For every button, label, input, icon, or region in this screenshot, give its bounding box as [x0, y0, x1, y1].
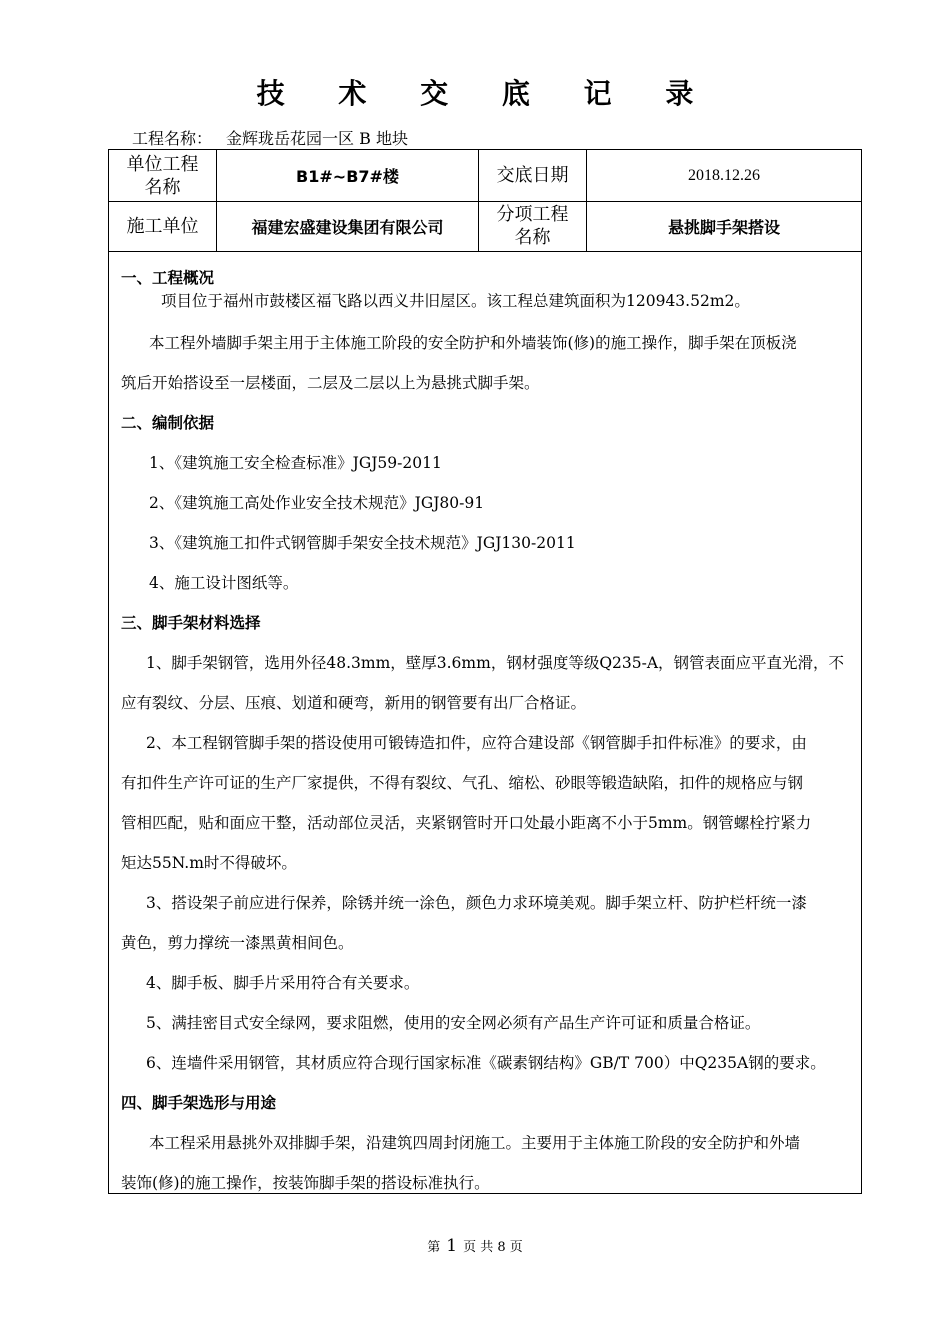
- footer-middle: 页 共: [463, 1240, 494, 1255]
- section-4-paragraph: 本工程采用悬挑外双排脚手架，沿建筑四周封闭施工。主要用于主体施工阶段的安全防护和外墙: [149, 1134, 801, 1152]
- material-item-3-cont: 黄色，剪力撑统一漆黑黄相间色。: [121, 934, 354, 952]
- material-item-2-cont-2: 管相匹配，贴和面应干整，活动部位灵活，夹紧钢管时开口处最小距离不小于5mm。钢管螺栓拧紧力: [121, 814, 812, 832]
- unit-label-cell: [109, 150, 217, 201]
- section-4-paragraph-cont: 装饰(修)的施工操作，按装饰脚手架的搭设标准执行。: [121, 1174, 490, 1192]
- record-table: [108, 149, 862, 1194]
- material-item-2-cont-3: 矩达55N.m时不得破坏。: [121, 854, 297, 872]
- total-page-number: 8: [497, 1240, 506, 1255]
- project-name-line: [132, 126, 408, 149]
- unit-value: B1#~B7#楼: [296, 167, 399, 186]
- reference-item-4: 4、施工设计图纸等。: [149, 574, 299, 592]
- reference-item-3: 3、《建筑施工扣件式钢管脚手架安全技术规范》JGJ130-2011: [149, 534, 576, 552]
- project-name-value: 金辉珑岳花园一区 B 地块: [226, 129, 408, 148]
- contractor-value: 福建宏盛建设集团有限公司: [251, 217, 444, 237]
- unit-value-cell: [217, 150, 479, 201]
- section-1-heading: 一、工程概况: [121, 269, 215, 287]
- material-item-3: 3、搭设架子前应进行保养，除锈并统一涂色，颜色力求环境美观。脚手架立杆、防护栏杆统一漆: [146, 894, 807, 912]
- material-item-1-cont: 应有裂纹、分层、压痕、划道和硬弯，新用的钢管要有出厂合格证。: [121, 694, 587, 712]
- section-1-paragraph-2: 本工程外墙脚手架主用于主体施工阶段的安全防护和外墙装饰(修)的施工操作，脚手架在顶板浇: [149, 334, 797, 352]
- section-1-paragraph-1: 项目位于福州市鼓楼区福飞路以西义井旧屋区。该工程总建筑面积为120943.52m2。: [161, 292, 750, 310]
- page-footer: [0, 1236, 950, 1256]
- table-row-contractor: [109, 201, 861, 252]
- subitem-value-cell: [587, 201, 861, 251]
- table-row-unit: [109, 150, 861, 202]
- section-2-heading: 二、编制依据: [121, 414, 215, 432]
- contractor-label-cell: [109, 201, 217, 251]
- current-page-number: 1: [446, 1236, 458, 1256]
- contractor-label: 施工单位: [126, 215, 199, 237]
- material-item-2-cont-1: 有扣件生产许可证的生产厂家提供，不得有裂纹、气孔、缩松、砂眼等锻造缺陷，扣件的规格应与钢: [121, 774, 804, 792]
- disclosure-content: [121, 268, 851, 1203]
- material-item-6: 6、连墙件采用钢管，其材质应符合现行国家标准《碳素钢结构》GB/T 700）中Q235A钢的要求。: [146, 1054, 826, 1072]
- material-item-2: 2、本工程钢管脚手架的搭设使用可锻铸造扣件，应符合建设部《钢管脚手扣件标准》的要求，由: [146, 734, 807, 752]
- section-4-heading: 四、脚手架选形与用途: [121, 1094, 277, 1112]
- reference-item-1: 1、《建筑施工安全检查标准》JGJ59-2011: [149, 454, 442, 472]
- section-1-paragraph-2-cont: 筑后开始搭设至一层楼面，二层及二层以上为悬挑式脚手架。: [121, 374, 540, 392]
- footer-suffix: 页: [509, 1240, 523, 1255]
- subitem-label: 分项工程名称: [496, 204, 569, 248]
- material-item-1: 1、脚手架钢管，选用外径48.3mm，壁厚3.6mm，钢材强度等级Q235-A，钢管表面应平直光滑，不: [146, 654, 845, 672]
- subitem-label-cell: [479, 201, 587, 251]
- material-item-5: 5、满挂密目式安全绿网，要求阻燃，使用的安全网必须有产品生产许可证和质量合格证。: [146, 1014, 761, 1032]
- unit-label: 单位工程名称: [126, 153, 199, 198]
- date-label: 交底日期: [496, 165, 569, 186]
- project-name-label: 工程名称：: [132, 129, 213, 148]
- contractor-value-cell: [217, 201, 479, 251]
- document-title: 技 术 交 底 记 录: [256, 77, 716, 110]
- date-value-cell: [587, 150, 861, 201]
- material-item-4: 4、脚手板、脚手片采用符合有关要求。: [146, 974, 420, 992]
- date-value: 2018.12.26: [688, 166, 760, 184]
- section-3-heading: 三、脚手架材料选择: [121, 614, 261, 632]
- subitem-value: 悬挑脚手架搭设: [667, 217, 780, 237]
- date-label-cell: [479, 150, 587, 201]
- footer-prefix: 第: [427, 1240, 441, 1255]
- reference-item-2: 2、《建筑施工高处作业安全技术规范》JGJ80-91: [149, 494, 485, 512]
